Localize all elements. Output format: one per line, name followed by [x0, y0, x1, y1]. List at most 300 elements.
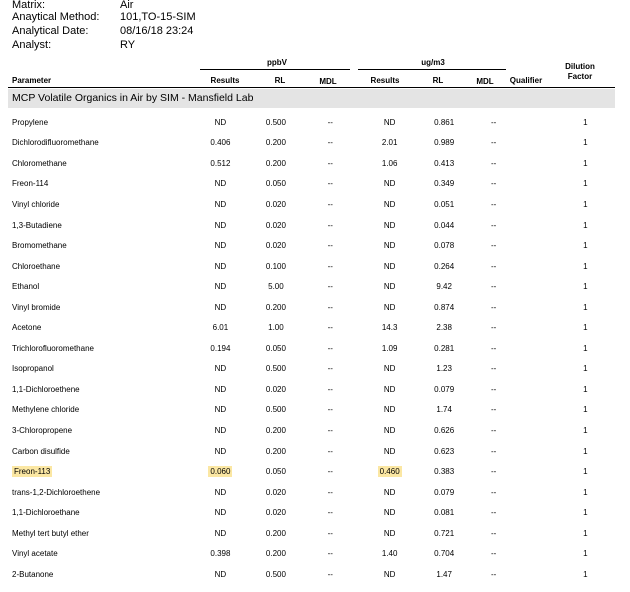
ug-mdl-cell: [473, 235, 514, 256]
ug-result: 0.460: [379, 467, 400, 477]
ug-result: ND: [383, 425, 396, 435]
parameter-name-cell: [8, 338, 186, 359]
ug-rl-cell: [415, 400, 472, 421]
ug-result-cell: [364, 338, 416, 359]
ppb-rl: 0.200: [265, 425, 286, 435]
col-header-ug-rl: RL: [432, 76, 444, 85]
ug-result-cell: [364, 297, 416, 318]
parameter-name-cell: [8, 174, 186, 195]
ug-mdl-cell: [473, 420, 514, 441]
table-row: [8, 338, 615, 359]
ug-mdl: --: [490, 138, 497, 148]
table-row: [8, 461, 615, 482]
dilution-factor: 1: [583, 405, 588, 415]
dilution-factor: 1: [583, 158, 588, 168]
ppb-mdl-cell: [297, 174, 364, 195]
ug-result: ND: [383, 220, 396, 230]
ppb-mdl-cell: [297, 338, 364, 359]
meta-value: 101,TO-15-SIM: [120, 11, 196, 23]
ppb-rl-cell: [255, 379, 297, 400]
ug-rl-cell: [415, 379, 472, 400]
meta-date: [12, 26, 193, 37]
ppb-rl: 0.500: [265, 364, 286, 374]
parameter-name: Vinyl acetate: [12, 549, 58, 559]
ppb-rl: 0.020: [265, 487, 286, 497]
dilution-header-line2: Factor: [567, 72, 593, 81]
ppb-result: 0.060: [210, 467, 231, 477]
col-header-parameter: Parameter: [12, 76, 52, 85]
ppb-mdl-cell: [297, 420, 364, 441]
ppb-result: 0.194: [210, 343, 231, 353]
ppb-result-cell: [186, 215, 255, 236]
ppb-rl-cell: [255, 153, 297, 174]
ug-result-cell: [364, 317, 416, 338]
table-row: [8, 112, 615, 133]
parameter-name: Vinyl bromide: [12, 302, 61, 312]
parameter-name: trans-1,2-Dichloroethene: [12, 487, 101, 497]
ppb-mdl: --: [327, 241, 333, 251]
ppb-mdl: --: [327, 549, 333, 559]
ug-mdl-cell: [473, 400, 514, 421]
ug-mdl: --: [490, 384, 497, 394]
dilution-factor: 1: [583, 261, 588, 271]
dilution-factor: 1: [583, 569, 588, 579]
ppb-result: ND: [214, 508, 227, 518]
ppb-mdl: --: [327, 282, 333, 292]
dilution-factor: 1: [583, 199, 588, 209]
ug-result-cell: [364, 400, 416, 421]
ppb-rl: 0.500: [265, 405, 286, 415]
ug-rl-cell: [415, 482, 472, 503]
ug-rl-cell: [415, 523, 472, 544]
dilution-factor: 1: [583, 508, 588, 518]
ug-rl-cell: [415, 194, 472, 215]
ug-mdl: --: [490, 261, 497, 271]
qualifier-cell: [514, 194, 555, 215]
ug-mdl: --: [490, 446, 497, 456]
ppb-result: ND: [214, 569, 227, 579]
ug-rl-cell: [415, 276, 472, 297]
ug-mdl: --: [490, 425, 497, 435]
parameter-name: 1,3-Butadiene: [12, 220, 62, 230]
ug-rl: 0.989: [434, 138, 455, 148]
col-header-qualifier: Qualifier: [509, 76, 543, 85]
ppb-mdl-cell: [297, 543, 364, 564]
dilution-factor-cell: [556, 359, 615, 380]
ppb-rl-cell: [255, 235, 297, 256]
ug-result-cell: [364, 420, 416, 441]
ppb-rl: 0.200: [265, 446, 286, 456]
ppb-mdl: --: [327, 569, 333, 579]
ppb-rl: 0.200: [265, 138, 286, 148]
ug-result: ND: [383, 487, 396, 497]
ppb-result-cell: [186, 482, 255, 503]
ppbv-group-header: ppbV: [267, 58, 287, 67]
ppb-mdl: --: [327, 117, 333, 127]
ug-rl-cell: [415, 317, 472, 338]
parameter-name-cell: [8, 502, 186, 523]
ug-rl: 2.38: [436, 323, 452, 333]
qualifier-cell: [514, 441, 555, 462]
ug-mdl: --: [490, 528, 497, 538]
ug-result-cell: [364, 359, 416, 380]
ug-result-cell: [364, 379, 416, 400]
ug-result-cell: [364, 133, 416, 154]
ppb-result: ND: [214, 282, 227, 292]
ug-result: ND: [383, 282, 396, 292]
ug-mdl: --: [490, 323, 497, 333]
ppb-result: 6.01: [212, 323, 229, 333]
col-header-ppb-mdl: MDL: [319, 77, 337, 86]
parameter-name-cell: [8, 297, 186, 318]
meta-method: [12, 12, 196, 23]
ppb-rl-cell: [255, 297, 297, 318]
ppb-result: ND: [214, 179, 227, 189]
ppb-result: ND: [214, 261, 227, 271]
table-row: [8, 174, 615, 195]
ug-rl: 0.079: [434, 487, 455, 497]
ppb-mdl: --: [327, 405, 333, 415]
qualifier-cell: [514, 112, 555, 133]
meta-value: Air: [120, 0, 134, 11]
ug-mdl-cell: [473, 482, 514, 503]
qualifier-cell: [514, 543, 555, 564]
table-row: [8, 133, 615, 154]
ppb-mdl-cell: [297, 441, 364, 462]
ppb-result-cell: [186, 502, 255, 523]
ug-mdl: --: [490, 199, 497, 209]
table-row: [8, 359, 615, 380]
ug-result: ND: [383, 446, 396, 456]
ppb-result: ND: [214, 241, 227, 251]
meta-value: 08/16/18 23:24: [120, 25, 194, 37]
ppb-result-cell: [186, 400, 255, 421]
table-row: [8, 276, 615, 297]
parameter-name: 1,1-Dichloroethene: [12, 384, 80, 394]
ppb-mdl: --: [327, 384, 333, 394]
ppb-mdl-cell: [297, 215, 364, 236]
ug-result-cell: [364, 112, 416, 133]
ppb-result-cell: [186, 379, 255, 400]
ug-rl-cell: [415, 461, 472, 482]
ug-rl: 0.044: [434, 220, 455, 230]
ug-mdl: --: [490, 282, 497, 292]
dilution-factor-cell: [556, 543, 615, 564]
ug-mdl-cell: [473, 256, 514, 277]
ug-rl: 1.23: [436, 364, 452, 374]
ppb-rl: 0.200: [265, 158, 286, 168]
ppb-mdl-cell: [297, 256, 364, 277]
dilution-factor-cell: [556, 256, 615, 277]
ug-rl: 0.413: [434, 158, 455, 168]
qualifier-cell: [514, 420, 555, 441]
ug-result: ND: [383, 241, 396, 251]
ppb-result: ND: [214, 220, 227, 230]
ug-result-cell: [364, 502, 416, 523]
results-table: [8, 112, 615, 585]
ppb-rl-cell: [255, 400, 297, 421]
ug-rl-cell: [415, 297, 472, 318]
dilution-factor-cell: [556, 153, 615, 174]
ug-mdl: --: [490, 220, 497, 230]
ppb-result: ND: [214, 117, 227, 127]
ug-mdl: --: [490, 549, 497, 559]
ug-result: ND: [383, 199, 396, 209]
ug-rl-cell: [415, 133, 472, 154]
ppb-mdl: --: [327, 425, 333, 435]
parameter-name-cell: [8, 461, 186, 482]
qualifier-cell: [514, 564, 555, 585]
ppb-rl-cell: [255, 502, 297, 523]
ppb-rl: 0.050: [265, 467, 286, 477]
ppb-mdl-cell: [297, 133, 364, 154]
dilution-factor: 1: [583, 117, 588, 127]
dilution-factor-cell: [556, 276, 615, 297]
ug-result: 1.40: [381, 549, 398, 559]
ppb-mdl-cell: [297, 482, 364, 503]
ppb-result: ND: [214, 446, 227, 456]
ppb-result: ND: [214, 405, 227, 415]
meta-label: Analyst:: [12, 39, 52, 51]
dilution-factor-cell: [556, 420, 615, 441]
ug-rl: 0.383: [434, 467, 455, 477]
ppb-mdl: --: [327, 179, 333, 189]
table-row: [8, 379, 615, 400]
ug-rl-cell: [415, 174, 472, 195]
parameter-name: Propylene: [12, 117, 49, 127]
ug-result: ND: [383, 569, 396, 579]
ugm3-group-underline: [358, 69, 506, 70]
ug-mdl-cell: [473, 297, 514, 318]
ug-mdl: --: [490, 405, 497, 415]
ug-rl: 0.704: [434, 549, 455, 559]
table-row: [8, 400, 615, 421]
ppb-result: 0.398: [210, 549, 231, 559]
ug-mdl-cell: [473, 112, 514, 133]
ppb-result: ND: [214, 302, 227, 312]
ug-rl: 0.861: [434, 117, 455, 127]
ug-rl: 1.74: [436, 405, 452, 415]
ug-rl: 0.264: [434, 261, 455, 271]
dilution-factor-cell: [556, 441, 615, 462]
ppb-result-cell: [186, 174, 255, 195]
parameter-name: Ethanol: [12, 282, 40, 292]
ug-rl-cell: [415, 112, 472, 133]
ug-mdl-cell: [473, 338, 514, 359]
dilution-header-line1: Dilution: [565, 62, 595, 71]
parameter-name-cell: [8, 400, 186, 421]
ppb-rl-cell: [255, 174, 297, 195]
parameter-name: Methylene chloride: [12, 405, 80, 415]
dilution-factor-cell: [556, 112, 615, 133]
dilution-factor-cell: [556, 194, 615, 215]
dilution-factor-cell: [556, 564, 615, 585]
ppb-result-cell: [186, 461, 255, 482]
dilution-factor-cell: [556, 523, 615, 544]
ppb-mdl-cell: [297, 112, 364, 133]
ug-rl: 0.051: [434, 199, 455, 209]
ppb-mdl-cell: [297, 194, 364, 215]
ppb-mdl: --: [327, 323, 333, 333]
ug-rl-cell: [415, 502, 472, 523]
ppb-mdl-cell: [297, 297, 364, 318]
ug-rl-cell: [415, 420, 472, 441]
ug-mdl-cell: [473, 461, 514, 482]
ppb-mdl-cell: [297, 564, 364, 585]
parameter-name: Trichlorofluoromethane: [12, 343, 94, 353]
ug-result-cell: [364, 256, 416, 277]
dilution-factor: 1: [583, 343, 588, 353]
ug-mdl: --: [490, 364, 497, 374]
col-header-ug-mdl: MDL: [476, 77, 494, 86]
ppb-result-cell: [186, 153, 255, 174]
dilution-factor-cell: [556, 215, 615, 236]
ug-mdl-cell: [473, 379, 514, 400]
qualifier-cell: [514, 338, 555, 359]
dilution-factor: 1: [583, 302, 588, 312]
dilution-factor: 1: [583, 467, 588, 477]
ppb-result-cell: [186, 194, 255, 215]
ug-rl: 0.281: [434, 343, 455, 353]
parameter-name-cell: [8, 112, 186, 133]
dilution-factor-cell: [556, 338, 615, 359]
ug-result: 1.09: [381, 343, 398, 353]
col-header-ug-results: Results: [370, 76, 400, 85]
parameter-name: Vinyl chloride: [12, 199, 60, 209]
parameter-name-cell: [8, 194, 186, 215]
ppb-rl-cell: [255, 523, 297, 544]
parameter-name-cell: [8, 441, 186, 462]
ppb-rl: 1.00: [268, 323, 284, 333]
ppb-rl-cell: [255, 276, 297, 297]
ug-result: ND: [383, 302, 396, 312]
dilution-factor: 1: [583, 384, 588, 394]
parameter-name-cell: [8, 379, 186, 400]
ug-result: ND: [383, 117, 396, 127]
table-row: [8, 317, 615, 338]
ug-rl: 0.079: [434, 384, 455, 394]
ug-mdl: --: [490, 569, 497, 579]
table-row: [8, 235, 615, 256]
ppb-rl-cell: [255, 317, 297, 338]
ug-result-cell: [364, 461, 416, 482]
ppb-result-cell: [186, 276, 255, 297]
parameter-name-cell: [8, 564, 186, 585]
parameter-name-cell: [8, 133, 186, 154]
ug-result: 14.3: [381, 323, 398, 333]
dilution-factor-cell: [556, 297, 615, 318]
col-header-ppb-results: Results: [210, 76, 240, 85]
ppb-result: 0.406: [210, 138, 231, 148]
dilution-factor: 1: [583, 323, 588, 333]
table-row: [8, 215, 615, 236]
dilution-factor: 1: [583, 446, 588, 456]
ppb-rl: 0.020: [265, 241, 286, 251]
ug-rl-cell: [415, 215, 472, 236]
table-row: [8, 543, 615, 564]
ug-result: ND: [383, 364, 396, 374]
parameter-name: 3-Chloropropene: [12, 425, 73, 435]
ug-rl: 0.078: [434, 241, 455, 251]
dilution-factor-cell: [556, 502, 615, 523]
dilution-factor-cell: [556, 317, 615, 338]
parameter-name-cell: [8, 523, 186, 544]
ug-rl: 1.47: [436, 569, 452, 579]
parameter-name: Chloroethane: [12, 261, 61, 271]
ppb-mdl-cell: [297, 317, 364, 338]
ug-mdl-cell: [473, 276, 514, 297]
ug-mdl-cell: [473, 133, 514, 154]
ppb-rl: 0.050: [265, 179, 286, 189]
ppb-result: ND: [214, 364, 227, 374]
qualifier-cell: [514, 215, 555, 236]
ug-result: 2.01: [381, 138, 398, 148]
qualifier-cell: [514, 133, 555, 154]
ppb-mdl-cell: [297, 235, 364, 256]
ppb-mdl: --: [327, 158, 333, 168]
ppb-result: ND: [214, 487, 227, 497]
ug-rl: 0.721: [434, 528, 455, 538]
ppb-mdl-cell: [297, 359, 364, 380]
ppb-rl-cell: [255, 359, 297, 380]
ug-mdl: --: [490, 467, 497, 477]
ug-result: ND: [383, 384, 396, 394]
parameter-name: Freon-113: [14, 467, 51, 477]
ug-rl-cell: [415, 441, 472, 462]
ppb-rl: 0.020: [265, 384, 286, 394]
qualifier-cell: [514, 461, 555, 482]
ug-rl: 0.081: [434, 508, 455, 518]
ug-mdl: --: [490, 117, 497, 127]
ppb-mdl: --: [327, 528, 333, 538]
ug-mdl: --: [490, 158, 497, 168]
parameter-name-cell: [8, 215, 186, 236]
ugm3-group-header: ug/m3: [421, 58, 445, 67]
ppb-mdl: --: [327, 446, 333, 456]
ug-rl: 0.874: [434, 302, 455, 312]
ppb-result: ND: [214, 528, 227, 538]
ppb-result: ND: [214, 384, 227, 394]
qualifier-cell: [514, 502, 555, 523]
ug-mdl-cell: [473, 502, 514, 523]
ug-result: ND: [383, 405, 396, 415]
qualifier-cell: [514, 153, 555, 174]
ppb-mdl: --: [327, 508, 333, 518]
ppb-rl: 0.200: [265, 528, 286, 538]
ppb-result-cell: [186, 235, 255, 256]
ppb-mdl: --: [327, 364, 333, 374]
ppb-rl-cell: [255, 441, 297, 462]
ug-result: 1.06: [381, 158, 398, 168]
ppb-mdl: --: [327, 343, 333, 353]
ppb-rl-cell: [255, 420, 297, 441]
qualifier-cell: [514, 359, 555, 380]
qualifier-cell: [514, 276, 555, 297]
ppb-result-cell: [186, 359, 255, 380]
ppb-rl: 0.200: [265, 549, 286, 559]
ppb-result-cell: [186, 133, 255, 154]
table-row: [8, 153, 615, 174]
parameter-name-cell: [8, 543, 186, 564]
ug-rl-cell: [415, 235, 472, 256]
qualifier-cell: [514, 379, 555, 400]
qualifier-cell: [514, 174, 555, 195]
dilution-factor: 1: [583, 179, 588, 189]
ug-mdl-cell: [473, 543, 514, 564]
ppb-rl: 5.00: [268, 282, 284, 292]
ppb-result-cell: [186, 441, 255, 462]
ug-result-cell: [364, 441, 416, 462]
